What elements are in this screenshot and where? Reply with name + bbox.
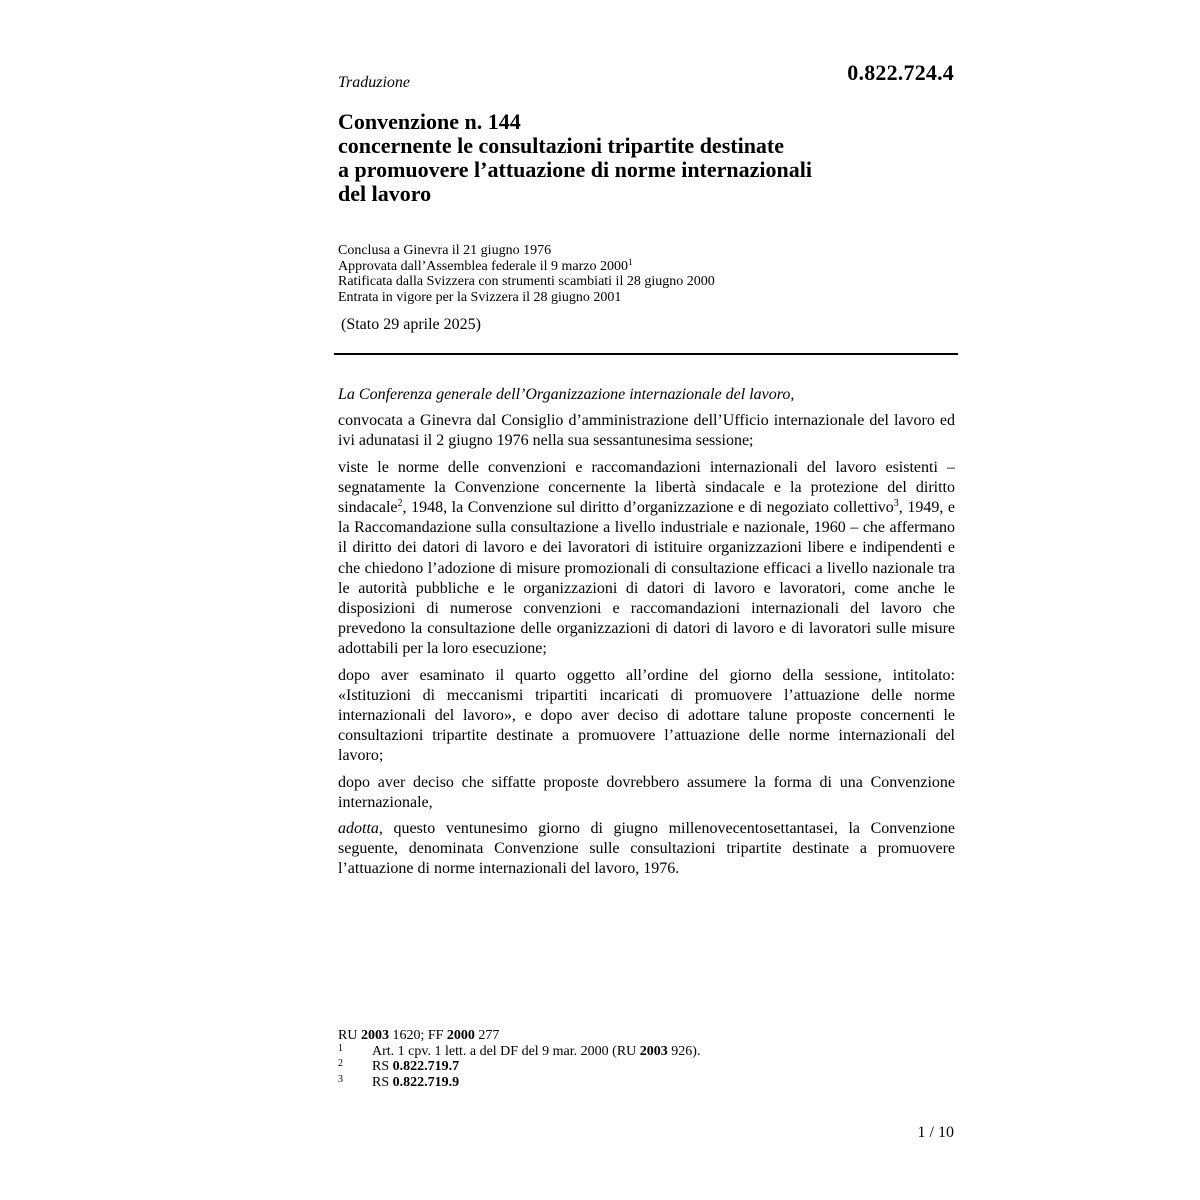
footnote-text: 926). bbox=[667, 1043, 701, 1059]
footnote-ref[interactable]: 2 bbox=[397, 498, 403, 510]
ff-page: 277 bbox=[474, 1028, 500, 1043]
status-date: (Stato 29 aprile 2025) bbox=[341, 316, 481, 333]
title-line: Convenzione n. 144 bbox=[338, 109, 521, 134]
document-title bbox=[338, 110, 812, 206]
meta-approved-line bbox=[338, 256, 715, 275]
header-divider bbox=[334, 353, 958, 355]
preamble-paragraph bbox=[338, 458, 955, 660]
ru-page: 1620; FF bbox=[388, 1028, 447, 1043]
title-line: concernente le consultazioni tripartite destinate bbox=[338, 133, 785, 158]
title-line: del lavoro bbox=[338, 181, 432, 206]
footnote-prefix: RS bbox=[372, 1074, 393, 1090]
preamble-paragraph: dopo aver esaminato il quarto oggetto all’ordine del giorno della sessione, intitolato: «Istituzioni di meccanismi tripartiti incaricati di promuovere l’attuazione delle norme internazionali del lavoro», e dopo aver deciso di adottare talune proposte concernenti le consultazioni tripartite destinate a promuovere l’attuazione delle norme internazionali del lavoro; bbox=[338, 666, 955, 765]
sr-number: 0.822.724.4 bbox=[847, 60, 954, 85]
meta-approved: Approvata dall’Assemblea federale il 9 marzo 2000 bbox=[338, 258, 629, 274]
document-body bbox=[338, 385, 955, 886]
meta-ratified: Ratificata dalla Svizzera con strumenti scambiati il 28 giugno 2000 bbox=[338, 274, 715, 289]
footnote-ref[interactable]: 3 bbox=[893, 498, 899, 510]
ff-year: 2000 bbox=[446, 1028, 475, 1043]
ru-prefix: RU bbox=[338, 1028, 361, 1043]
adoption-paragraph bbox=[338, 819, 955, 880]
paragraph-text: , 1948, la Convenzione sul diritto d’organizzazione e di negoziato collettivo bbox=[402, 499, 894, 517]
paragraph-text: , questo ventunesimo giorno di giugno millenovecentosettantasei, la Convenzione seguente, denominata Convenzione sulle consultazioni tripartite destinate a promuovere l’attuazione di norme internazionali del lavoro, 1976. bbox=[338, 820, 955, 878]
preamble-paragraph: convocata a Ginevra dal Consiglio d’amministrazione dell’Ufficio internazionale del lavoro ed ivi adunatasi il 2 giugno 1976 nella sua sessantunesima sessione; bbox=[338, 412, 955, 450]
footnote-number: 3 bbox=[338, 1073, 343, 1085]
footnote-1 bbox=[338, 1044, 700, 1060]
footnotes bbox=[338, 1028, 700, 1090]
meta-concluded: Conclusa a Ginevra il 21 giugno 1976 bbox=[338, 243, 552, 258]
document-metadata bbox=[338, 243, 715, 305]
footnote-number: 1 bbox=[338, 1042, 343, 1054]
footnote-sr-ref[interactable]: 0.822.719.9 bbox=[392, 1074, 460, 1090]
ru-year: 2003 bbox=[360, 1028, 389, 1043]
paragraph-text: , 1949, e la Raccomandazione sulla consultazione a livello industriale e nazionale, 1960 – che affermano il diritto dei datori di lavoro e dei lavoratori di istituire organizzazioni libere e indipendenti e che chiedono l’adozione di misure promozionali di consultazione efficaci a livello nazionale tra le autorità pubbliche e le organizzazioni di datori di lavoro e lavoratori, come anche le disposizioni di numerose convenzioni e raccomandazioni internazionali del lavoro che prevedono la consultazione delle organizzazioni di datori di lavoro e di lavoratori sulle misure adottabili per la loro esecuzione; bbox=[338, 499, 955, 658]
footnote-2 bbox=[338, 1059, 700, 1075]
preamble-paragraph: dopo aver deciso che siffatte proposte dovrebbero assumere la forma di una Convenzione internazionale, bbox=[338, 773, 955, 811]
footnote-text: Art. 1 cpv. 1 lett. a del DF del 9 mar. 2000 (RU bbox=[372, 1043, 640, 1059]
adotta-word: adotta bbox=[338, 820, 379, 838]
page-number: 1 / 10 bbox=[917, 1124, 954, 1141]
footnote-sr-ref[interactable]: 0.822.719.7 bbox=[392, 1059, 460, 1074]
footnote-year: 2003 bbox=[639, 1043, 668, 1059]
title-line: a promuovere l’attuazione di norme internazionali bbox=[338, 157, 812, 182]
footnote-number: 2 bbox=[338, 1058, 343, 1069]
footnote-3 bbox=[338, 1075, 700, 1091]
meta-in-force: Entrata in vigore per la Svizzera il 28 giugno 2001 bbox=[338, 289, 622, 305]
ru-reference bbox=[338, 1028, 700, 1044]
footnote-ref[interactable]: 1 bbox=[628, 256, 633, 267]
footnote-prefix: RS bbox=[372, 1059, 393, 1074]
document-page bbox=[338, 0, 958, 1200]
preamble-lead: La Conferenza generale dell’Organizzazione internazionale del lavoro, bbox=[338, 386, 795, 403]
paragraph-text: viste le norme delle convenzioni e raccomandazioni internazionali del lavoro esistenti – segnatamente la Convenzione concernente la libertà sindacale e la protezione del diritto sindacale bbox=[338, 458, 955, 517]
translation-label: Traduzione bbox=[338, 74, 411, 91]
